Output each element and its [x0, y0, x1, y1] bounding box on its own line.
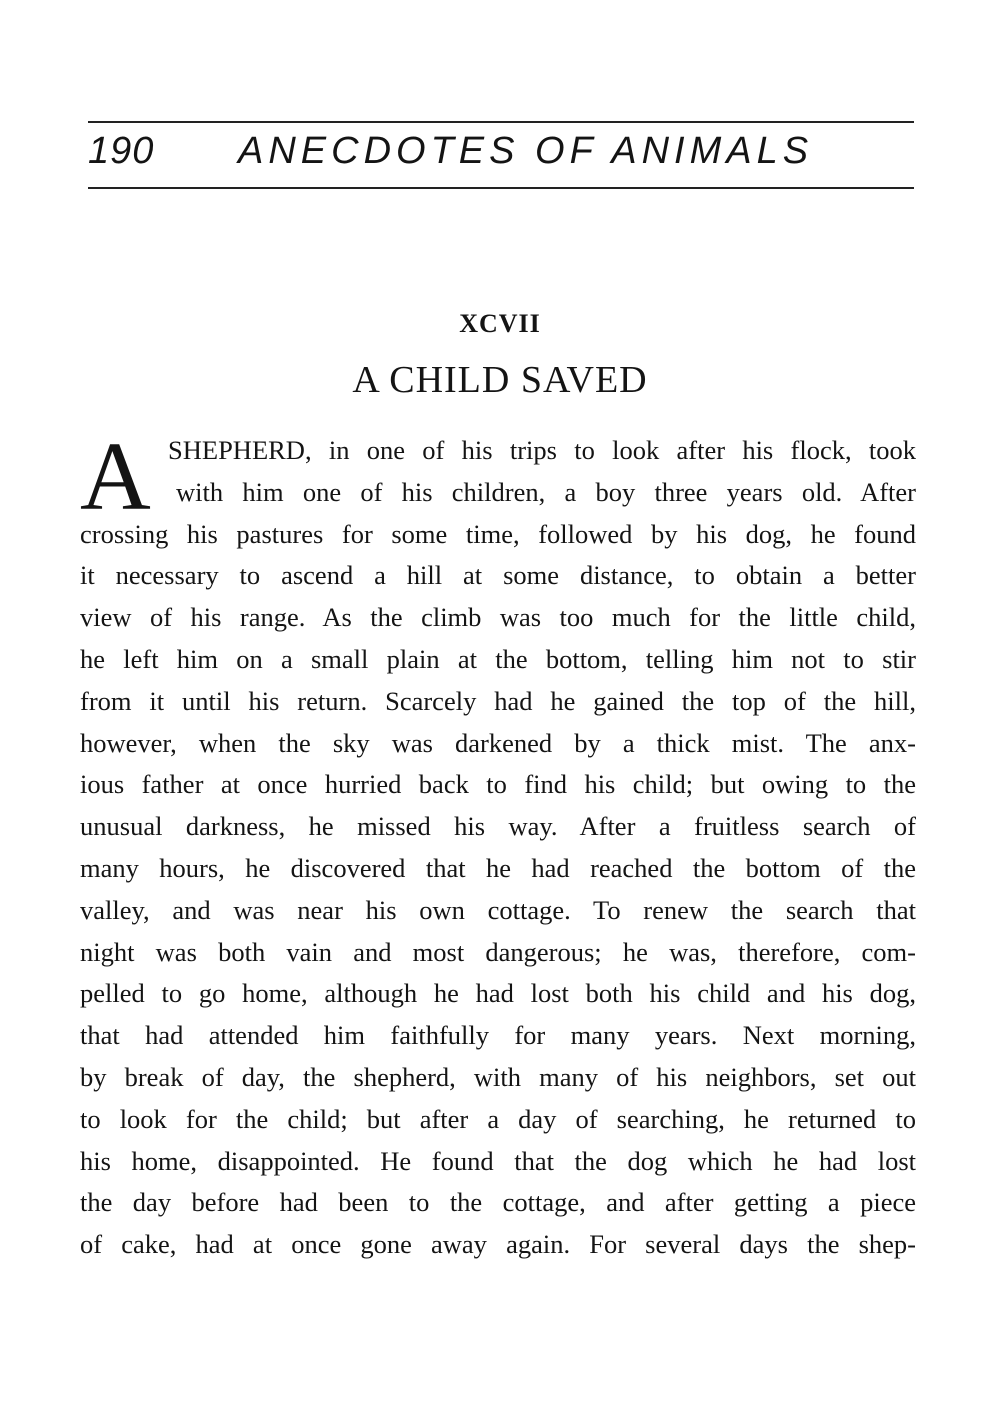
text-line: with him one of his children, a boy three years old. After — [176, 476, 916, 507]
text-line: by break of day, the shepherd, with many of his neighbors, set out — [80, 1061, 916, 1092]
text-line: the day before had been to the cottage, and after getting a piece — [80, 1187, 916, 1218]
text-line: to look for the child; but after a day of searching, he returned to — [80, 1103, 916, 1134]
drop-cap: A — [80, 423, 151, 531]
header-bottom-rule — [88, 187, 914, 189]
text-line: he left him on a small plain at the bottom, telling him not to stir — [80, 643, 916, 674]
text-line: SHEPHERD, in one of his trips to look after his flock, took — [168, 435, 916, 465]
chapter-title: A CHILD SAVED — [352, 359, 648, 401]
text-line: his home, disappointed. He found that the dog which he had lost — [80, 1145, 916, 1176]
text-line: that had attended him faithfully for many years. Next morning, — [80, 1020, 916, 1051]
text-line: ious father at once hurried back to find his child; but owing to the — [80, 769, 916, 800]
page-header — [88, 126, 914, 182]
text-line: crossing his pastures for some time, followed by his dog, he found — [80, 518, 916, 549]
chapter-number: XCVII — [459, 309, 541, 338]
text-line: it necessary to ascend a hill at some distance, to obtain a better — [80, 560, 916, 591]
running-title: ANECDOTES OF ANIMALS — [238, 130, 814, 172]
text-line: from it until his return. Scarcely had he gained the top of the hill, — [80, 685, 916, 716]
page-number: 190 — [88, 130, 155, 172]
header-top-rule — [88, 121, 914, 123]
text-line: of cake, had at once gone away again. For several days the shep- — [80, 1229, 916, 1260]
text-line: pelled to go home, although he had lost both his child and his dog, — [80, 978, 916, 1009]
text-line: night was both vain and most dangerous; he was, therefore, com- — [80, 936, 916, 967]
text-line: valley, and was near his own cottage. To renew the search that — [80, 894, 916, 925]
text-line: many hours, he discovered that he had reached the bottom of the — [80, 852, 916, 883]
text-line: however, when the sky was darkened by a thick mist. The anx- — [80, 727, 916, 758]
text-line: unusual darkness, he missed his way. After a fruitless search of — [80, 811, 916, 842]
text-line: view of his range. As the climb was too much for the little child, — [80, 602, 916, 633]
body-text — [80, 423, 916, 1266]
